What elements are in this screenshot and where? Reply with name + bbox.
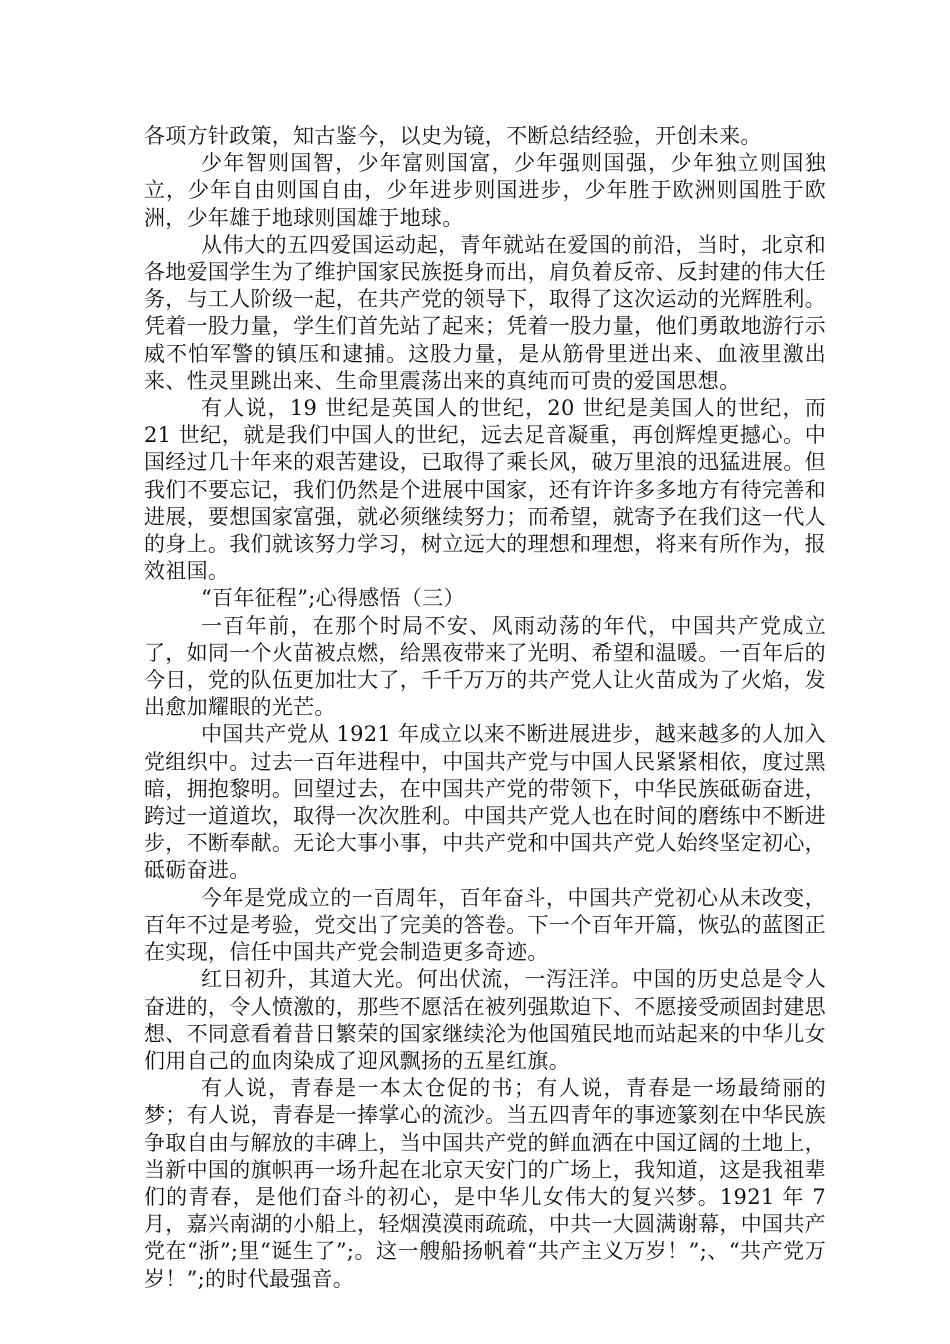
paragraph-7: 今年是党成立的一百周年，百年奋斗，中国共产党初心从未改变，百年不过是考验，党交出了完美的答卷。下一个百年开篇，恢弘的蓝图正在实现，信任中国共产党会制造更多奇迹。: [144, 885, 826, 965]
paragraph-6: 中国共产党从 1921 年成立以来不断进展进步，越来越多的人加入党组织中。过去一百年进程中，中国共产党与中国人民紧紧相依，度过黑暗，拥抱黎明。回望过去，在中国共产党的带领下，中华民族砥砺奋进，跨过一道道坎，取得一次次胜利。中国共产党人也在时间的磨练中不断进步，不断奉献。无论大事小事，中共产党和中国共产党人始终坚定初心，砥砺奋进。: [144, 722, 826, 883]
paragraph-1: 各项方针政策，知古鉴今，以史为镜，不断总结经验，开创未来。: [144, 124, 762, 148]
document-body: [144, 123, 826, 1293]
paragraph-5: 一百年前，在那个时局不安、风雨动荡的年代，中国共产党成立了，如同一个火苗被点燃，给黑夜带来了光明、希望和温暖。一百年后的今日，党的队伍更加壮大了，千千万万的共产党人让火苗成为了火焰，发出愈加耀眼的光芒。: [144, 613, 826, 720]
paragraph-4: 有人说，19 世纪是英国人的世纪，20 世纪是美国人的世纪，而 21 世纪，就是我们中国人的世纪，远去足音凝重，再创辉煌更撼心。中国经过几十年来的艰苦建设，已取得了乘长风，破万里浪的迅猛进展。但我们不要忘记，我们仍然是个进展中国家，还有许许多多地方有待完善和进展，要想国家富强，就必须继续努力；而希望，就寄予在我们这一代人的身上。我们就该努力学习，树立远大的理想和理想，将来有所作为，报效祖国。: [144, 396, 826, 584]
paragraph-9: 有人说，青春是一本太仓促的书；有人说，青春是一场最绮丽的梦；有人说，青春是一捧掌心的流沙。当五四青年的事迹篆刻在中华民族争取自由与解放的丰碑上，当中国共产党的鲜血洒在中国辽阔的土地上，当新中国的旗帜再一场升起在北京天安门的广场上，我知道，这是我祖辈们的青春，是他们奋斗的初心，是中华儿女伟大的复兴梦。1921 年 7 月，嘉兴南湖的小船上，轻烟漠漠雨疏疏，中共一大圆满谢幕，中国共产党在“浙”;里“诞生了”;。这一艘船扬帆着“共产主义万岁！”;、“共产党万岁！”;的时代最强音。: [144, 1076, 826, 1291]
paragraph-8: 红日初升，其道大光。何出伏流，一泻汪洋。中国的历史总是令人奋进的，令人愤激的，那些不愿活在被列强欺迫下、不愿接受顽固封建思想、不同意看着昔日繁荣的国家继续沦为他国殖民地而站起来的中华儿女们用自己的血肉染成了迎风飘扬的五星红旗。: [144, 967, 826, 1073]
paragraph-2: 少年智则国智，少年富则国富，少年强则国强，少年独立则国独立，少年自由则国自由，少年进步则国进步，少年胜于欧洲则国胜于欧洲，少年雄于地球则国雄于地球。: [144, 151, 826, 230]
paragraph-3: 从伟大的五四爱国运动起，青年就站在爱国的前沿，当时，北京和各地爱国学生为了维护国家民族挺身而出，肩负着反帝、反封建的伟大任务，与工人阶级一起，在共产党的领导下，取得了这次运动的光辉胜利。凭着一股力量，学生们首先站了起来；凭着一股力量，他们勇敢地游行示威不怕军警的镇压和逮捕。这股力量，是从筋骨里迸出来、血液里激出来、性灵里跳出来、生命里震荡出来的真纯而可贵的爱国思想。: [144, 232, 826, 393]
section-heading: “百年征程”;心得感悟（三）: [201, 586, 465, 611]
